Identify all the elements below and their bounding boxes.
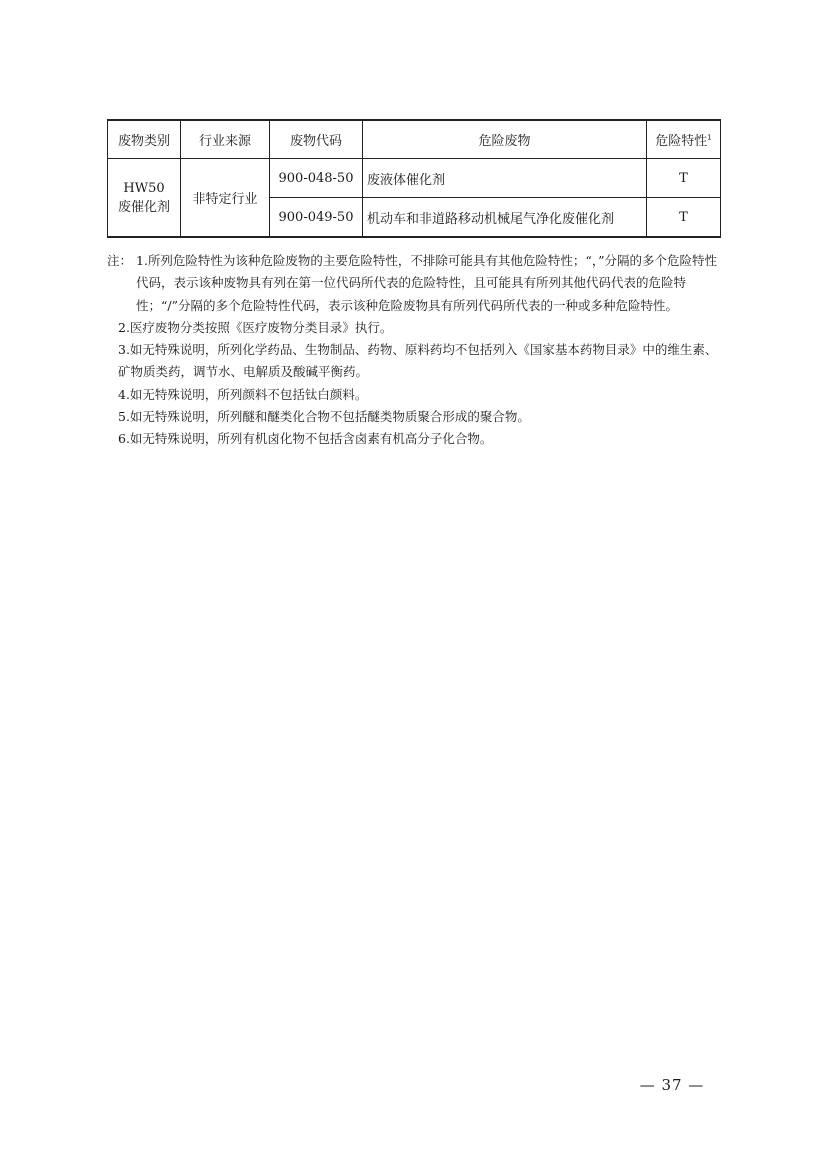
header-code: 废物代码 <box>270 120 363 159</box>
waste-name-cell: 机动车和非道路移动机械尾气净化废催化剂 <box>363 198 647 238</box>
note-item <box>107 250 727 317</box>
hazardous-waste-table <box>107 119 721 238</box>
note-text: 1.所列危险特性为该种危险废物的主要危险特性，不排除可能具有其他危险特性；“，”分隔的多个危险特性代码，表示该种废物具有列在第一位代码所代表的危险特性，且可能具有所列其他代码代表的危险特性；“/”分隔的多个危险特性代码，表示该种危险废物具有所列代码所代表的一种或多种危险特性。 <box>136 253 717 313</box>
notes-prefix: 注： <box>107 253 133 268</box>
note-item: 3.如无特殊说明，所列化学药品、生物制品、药物、原料药均不包括列入《国家基本药物目录》中的维生素、矿物质类药，调节水、电解质及酸碱平衡药。 <box>118 342 718 380</box>
waste-name-cell: 废液体催化剂 <box>363 159 647 198</box>
waste-code-cell: 900-049-50 <box>270 198 363 238</box>
notes-section <box>107 250 727 451</box>
page-number: — 37 — <box>639 1076 705 1094</box>
note-item: 4.如无特殊说明，所列颜料不包括钛白颜料。 <box>118 386 368 402</box>
header-industry: 行业来源 <box>181 120 270 159</box>
hazard-cell: T <box>647 159 721 198</box>
category-cell <box>108 159 181 238</box>
industry-cell: 非特定行业 <box>181 159 270 238</box>
category-name: 废催化剂 <box>117 199 170 215</box>
header-category: 废物类别 <box>108 120 181 159</box>
header-hazard <box>647 120 721 159</box>
header-hazard-label: 危险特性 <box>655 134 708 149</box>
waste-code-cell: 900-048-50 <box>270 159 363 198</box>
hazard-cell: T <box>647 198 721 238</box>
category-code: HW50 <box>123 180 165 196</box>
table-row <box>108 159 721 198</box>
note-item: 2.医疗废物分类按照《医疗废物分类目录》执行。 <box>118 319 393 335</box>
note-item: 6.如无特殊说明，所列有机卤化物不包括含卤素有机高分子化合物。 <box>118 431 493 447</box>
footnote-marker: 1 <box>707 133 712 142</box>
header-waste: 危险废物 <box>363 120 647 159</box>
table-header-row <box>108 120 721 159</box>
note-item: 5.如无特殊说明，所列醚和醚类化合物不包括醚类物质聚合形成的聚合物。 <box>118 409 530 425</box>
